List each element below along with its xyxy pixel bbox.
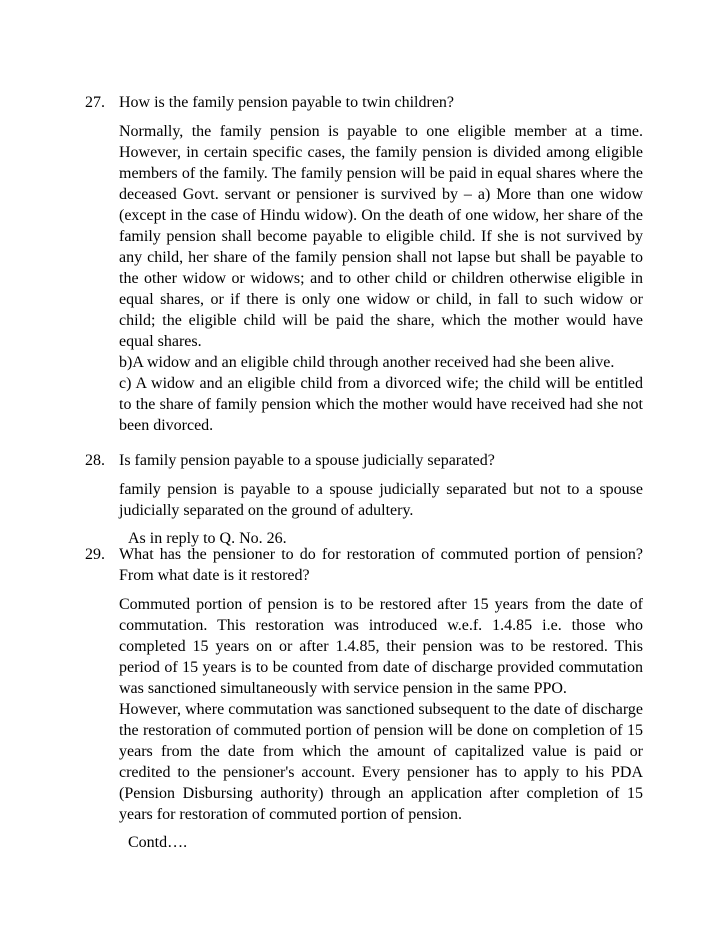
question-row xyxy=(85,450,643,471)
continued-note: Contd…. xyxy=(128,834,188,851)
question-text: How is the family pension payable to twin children? xyxy=(119,94,455,111)
answer-paragraph: Normally, the family pension is payable to one eligible member at a time. However, in certain specific cases, the family pension is divided among eligible members of the family. The family pension will be paid in equal shares where the deceased Govt. servant or pensioner is survived by – a) More than one widow (except in the case of Hindu widow). On the death of one widow, her share of the family pension shall become payable to eligible child. If she is not survived by any child, her share of the family pension shall not lapse but shall be payable to the other widow or widows; and to other child or children otherwise eligible in equal shares, or if there is only one widow or child, in fall to such widow or child; the eligible child will be paid the share, which the mother would have equal shares. xyxy=(119,123,643,350)
question-27 xyxy=(85,92,643,436)
answer-paragraph: c) A widow and an eligible child from a divorced wife; the child will be entitled to the share of family pension which the mother would have received had she not been divorced. xyxy=(119,375,643,434)
question-row xyxy=(85,92,643,113)
answer-block xyxy=(119,121,643,436)
question-number: 29. xyxy=(85,546,105,563)
answer-paragraph: Commuted portion of pension is to be restored after 15 years from the date of commutation. This restoration was introduced w.e.f. 1.4.85 i.e. those who completed 15 years on or after 1.4.85, their pension was to be restored. This period of 15 years is to be counted from date of discharge provided commutation was sanctioned simultaneously with service pension in the same PPO. xyxy=(119,596,643,697)
answer-paragraph: family pension is payable to a spouse judicially separated but not to a spouse judicially separated on the ground of adultery. xyxy=(119,481,643,519)
answer-paragraph: b)A widow and an eligible child through another received had she been alive. xyxy=(119,354,615,371)
question-text: What has the pensioner to do for restoration of commuted portion of pension? From what date is it restored? xyxy=(119,546,643,584)
question-29 xyxy=(85,544,643,869)
answer-paragraph: However, where commutation was sanctioned subsequent to the date of discharge the restoration of commuted portion of pension will be done on completion of 15 years from the date from which the amount of capitalized value is paid or credited to the pensioner's account. Every pensioner has to apply to his PDA (Pension Disbursing authority) through an application after completion of 15 years for restoration of commuted portion of pension. xyxy=(119,701,643,823)
answer-block xyxy=(119,594,643,825)
question-number: 28. xyxy=(85,452,105,469)
question-text: Is family pension payable to a spouse judicially separated? xyxy=(119,452,495,469)
question-number: 27. xyxy=(85,94,105,111)
reference-note: As in reply to Q. No. 26. xyxy=(128,530,287,547)
question-row xyxy=(85,544,643,586)
answer-block xyxy=(119,479,643,521)
